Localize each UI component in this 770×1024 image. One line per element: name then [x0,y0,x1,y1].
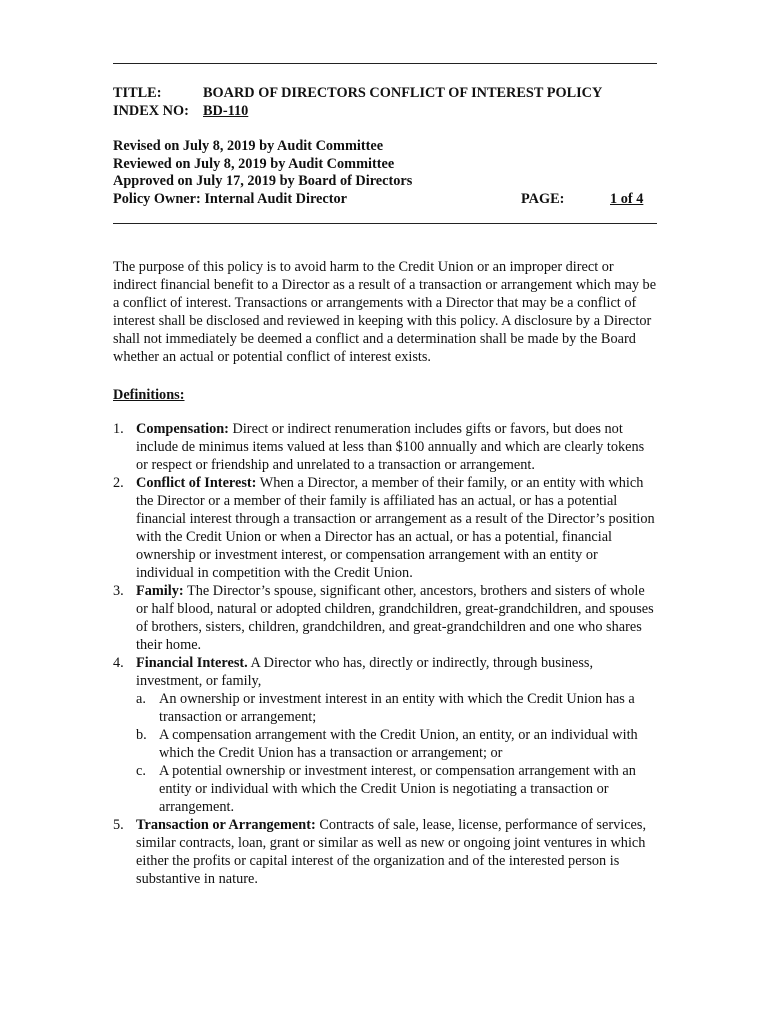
owner-line [113,191,657,209]
definitions-heading: Definitions: [113,387,185,403]
sub-item [136,690,657,726]
item-number: 1. [113,421,124,437]
sub-item-letter: c. [136,763,146,779]
sub-item-text: A potential ownership or investment interest, or compensation arrangement with an entity or individual with which the Credit Union is negotiating a transaction or arrangement. [159,763,636,815]
definition-text: When a Director, a member of their family, or an entity with which the Director or a member of their family is affiliated has an actual, or has a potential financial interest through a transaction or arrangement as a result of the Director’s position with the Credit Union or when a Director has an actual, or has a potential, financial ownership or investment interest, or compensation arrangement with an entity or individual in competition with the Credit Union. [136,475,655,581]
revision-block [113,138,657,208]
document-title: BOARD OF DIRECTORS CONFLICT OF INTEREST POLICY [203,85,603,101]
policy-owner: Policy Owner: Internal Audit Director [113,190,348,207]
page-number: 1 of 4 [610,190,644,207]
definition-item [113,654,657,816]
index-row [113,102,249,120]
page-label: PAGE: [521,190,565,207]
item-number: 4. [113,655,124,671]
sub-item [136,726,657,762]
index-label: INDEX NO: [113,103,189,119]
sub-item [136,762,657,816]
title-row [113,84,603,102]
definition-term: Financial Interest. [136,655,248,671]
item-number: 3. [113,583,124,599]
financial-interest-sublist [136,690,657,816]
title-label: TITLE: [113,85,162,101]
index-number: BD-110 [203,103,249,119]
definition-term: Family: [136,583,184,599]
definition-term: Conflict of Interest: [136,475,257,491]
sub-item-letter: a. [136,691,146,707]
sub-item-letter: b. [136,727,147,743]
definition-item [113,816,657,888]
top-divider [113,63,657,64]
purpose-paragraph: The purpose of this policy is to avoid harm to the Credit Union or an improper direct or indirect financial benefit to a Director as a result of a transaction or arrangement which may be a conflict of interest. Transactions or arrangements with a Director that may be a conflict of interest shall be disclosed and reviewed in keeping with this policy. A disclosure by a Director shall not immediately be deemed a conflict and a determination shall be made by the Board whether an actual or potential conflict of interest exists. [113,259,657,365]
definition-text: The Director’s spouse, significant other, ancestors, brothers and sisters of whole or half blood, natural or adopted children, grandchildren, great-grandchildren, and spouses of brothers, sisters, children, grandchildren, and great-grandchildren and one who shares their home. [136,583,654,653]
item-number: 2. [113,475,124,491]
sub-item-text: An ownership or investment interest in an entity with which the Credit Union has a transaction or arrangement; [159,691,635,725]
definition-term: Compensation: [136,421,229,437]
definition-item [113,582,657,654]
definition-text: A Director who has, directly or indirectly, through business, investment, or family, [136,655,594,689]
definition-term: Transaction or Arrangement: [136,817,316,833]
definition-text: Direct or indirect renumeration includes gifts or favors, but does not include de minimus items valued at less than $100 annually and which are clearly tokens or respect or friendship and unrelated to a transaction or arrangement. [136,421,645,473]
reviewed-line: Reviewed on July 8, 2019 by Audit Committee [113,155,395,172]
definition-item [113,474,657,582]
header-divider [113,223,657,224]
definition-item [113,420,657,474]
definitions-list [113,420,657,888]
approved-line: Approved on July 17, 2019 by Board of Directors [113,173,413,190]
item-number: 5. [113,817,124,833]
revised-line: Revised on July 8, 2019 by Audit Committee [113,138,384,154]
sub-item-text: A compensation arrangement with the Credit Union, an entity, or an individual with which the Credit Union has a transaction or arrangement; or [159,727,638,761]
definition-text: Contracts of sale, lease, license, performance of services, similar contracts, loan, grant or similar as well as new or ongoing joint ventures in which either the profits or capital interest of the organization and of the interested person is substantive in nature. [136,817,647,887]
policy-body [113,258,657,888]
